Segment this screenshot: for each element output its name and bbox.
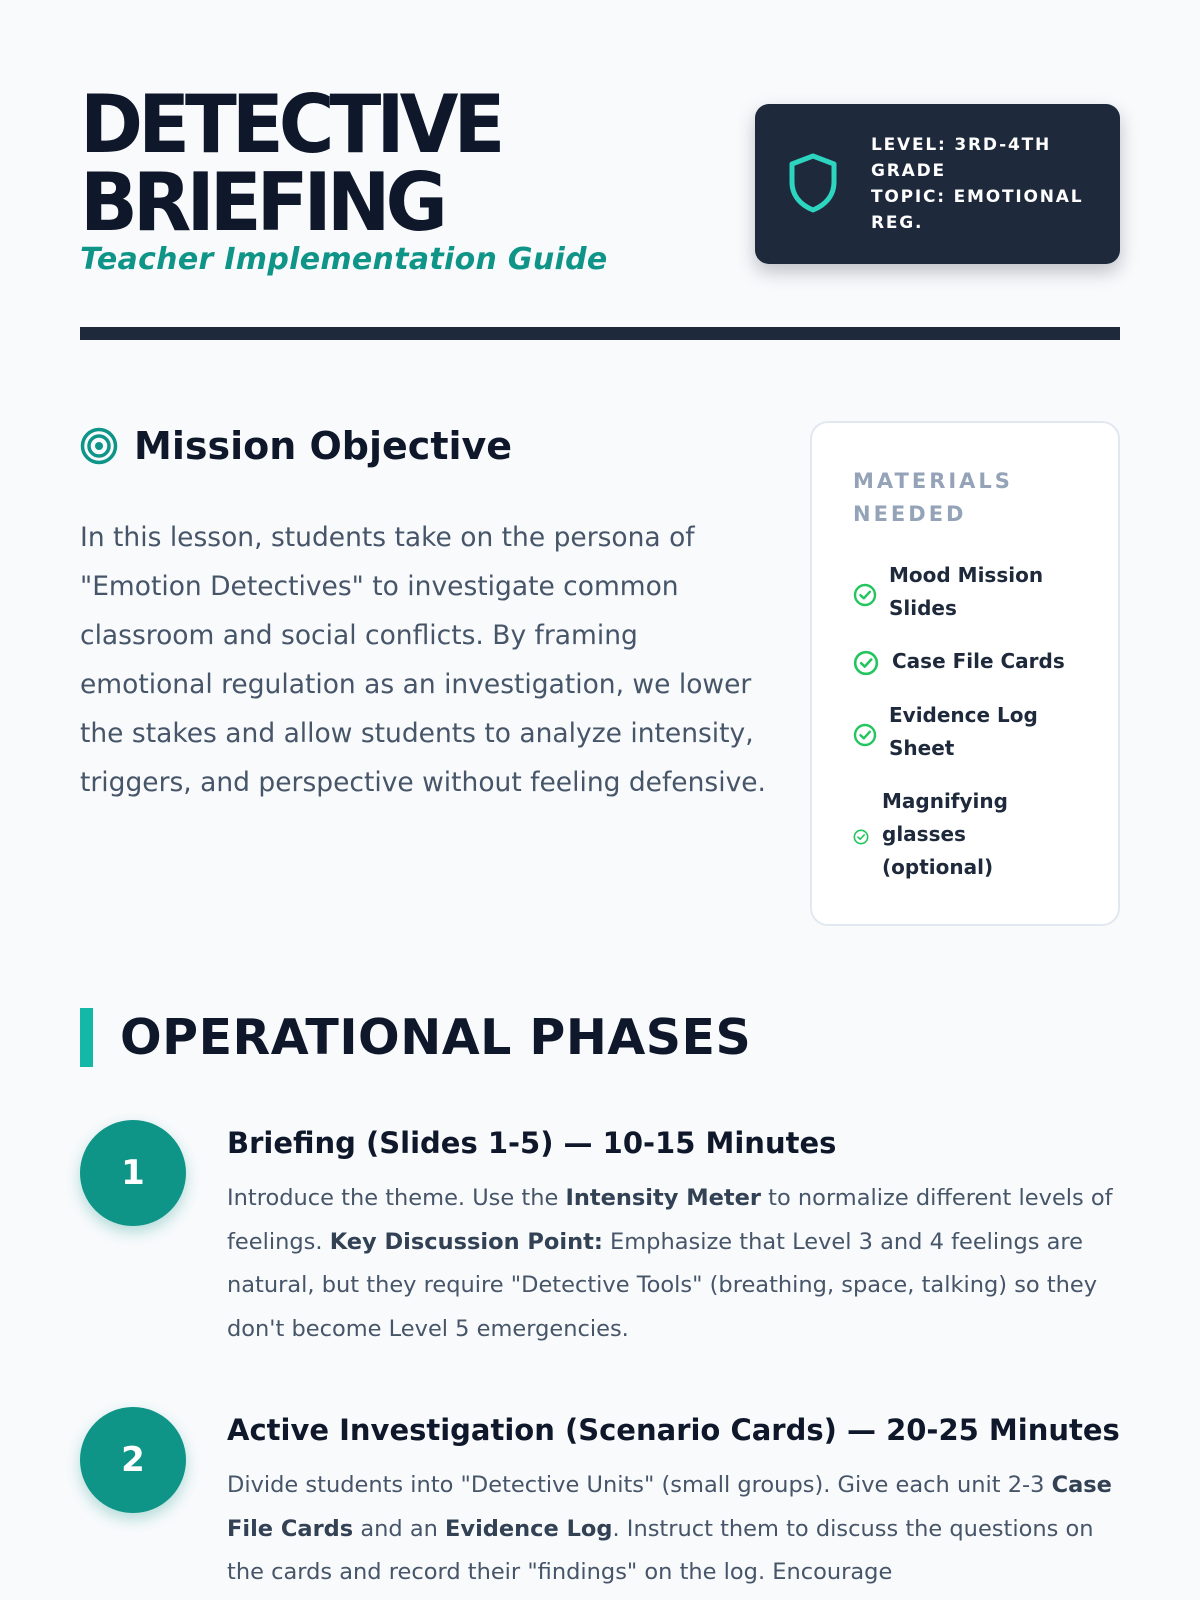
materials-item (853, 645, 1093, 685)
section-accent-bar (80, 1008, 93, 1067)
materials-card (810, 421, 1120, 926)
check-circle-icon (853, 723, 877, 747)
phase-description-emphasis: Evidence Log (445, 1515, 613, 1542)
phase-description (227, 1177, 1120, 1351)
check-circle-icon (853, 650, 879, 676)
phase-item (80, 1120, 1120, 1350)
phase-description-text: to normalize different levels of feelings. (227, 1185, 1113, 1255)
badge-line-level: LEVEL: 3RD-4TH (871, 135, 1052, 155)
mission-title: Mission Objective (134, 424, 513, 468)
materials-item (853, 699, 1093, 769)
phase-description-text: and an (353, 1515, 446, 1542)
materials-item-label: Mood Mission Slides (889, 563, 1044, 620)
materials-item-label: Evidence Log Sheet (889, 703, 1038, 760)
materials-item-label: Magnifying glasses (optional) (882, 789, 1008, 879)
phase-description-emphasis: Key Discussion Point: (329, 1228, 603, 1255)
shield-icon (787, 152, 839, 214)
badge-text (871, 132, 1111, 236)
phase-description (227, 1464, 1120, 1595)
header (80, 76, 1120, 342)
check-circle-icon (853, 829, 869, 845)
materials-title: MATERIALS NEEDED (853, 469, 1013, 526)
phase-title: Briefing (Slides 1-5) — 10-15 Minutes (227, 1126, 837, 1160)
materials-item (853, 785, 1093, 885)
phase-description-text: Emphasize that Level 3 and 4 feelings are natural, but they require "Detective Tools" (breathing, space, talking) so they don't become Level 5 emergencies. (227, 1228, 1098, 1342)
header-divider (80, 327, 1120, 340)
badge-line-topic: TOPIC: EMOTIONAL (871, 187, 1084, 207)
mission-description: In this lesson, students take on the persona of "Emotion Detectives" to investigate common classroom and social conflicts. By framing emotional regulation as an investigation, we lower the stakes and allow students to analyze intensity, triggers, and perspective without feeling defensive. (80, 522, 766, 798)
phase-description-emphasis: Intensity Meter (565, 1185, 762, 1211)
materials-item (853, 559, 1093, 629)
phase-title: Active Investigation (Scenario Cards) — 20-25 Minutes (227, 1413, 1120, 1447)
phase-description-text: Divide students into "Detective Units" (small groups). Give each unit 2-3 (227, 1472, 1052, 1498)
phase-number-badge: 1 (80, 1120, 186, 1226)
target-icon (80, 427, 118, 465)
page-title-line-1: DETECTIVE (80, 76, 501, 172)
phase-description-text: Introduce the theme. Use the (227, 1185, 566, 1211)
grade-topic-badge (755, 104, 1120, 264)
badge-line-reg: REG. (871, 213, 924, 233)
phase-description-emphasis: Case File Cards (227, 1472, 1112, 1542)
page (80, 0, 1120, 1600)
phase-number-badge: 2 (80, 1407, 186, 1513)
page-subtitle: Teacher Implementation Guide (80, 242, 608, 277)
badge-line-grade: GRADE (871, 161, 946, 181)
materials-item-label: Case File Cards (892, 649, 1065, 673)
check-circle-icon (853, 583, 877, 607)
phase-description-text: . Instruct them to discuss the questions on the cards and record their "findings" on the log. Encourage (227, 1515, 1094, 1585)
phases-title: OPERATIONAL PHASES (120, 1009, 752, 1066)
phase-item (80, 1407, 1120, 1600)
page-title-line-2: BRIEFING (80, 154, 443, 250)
